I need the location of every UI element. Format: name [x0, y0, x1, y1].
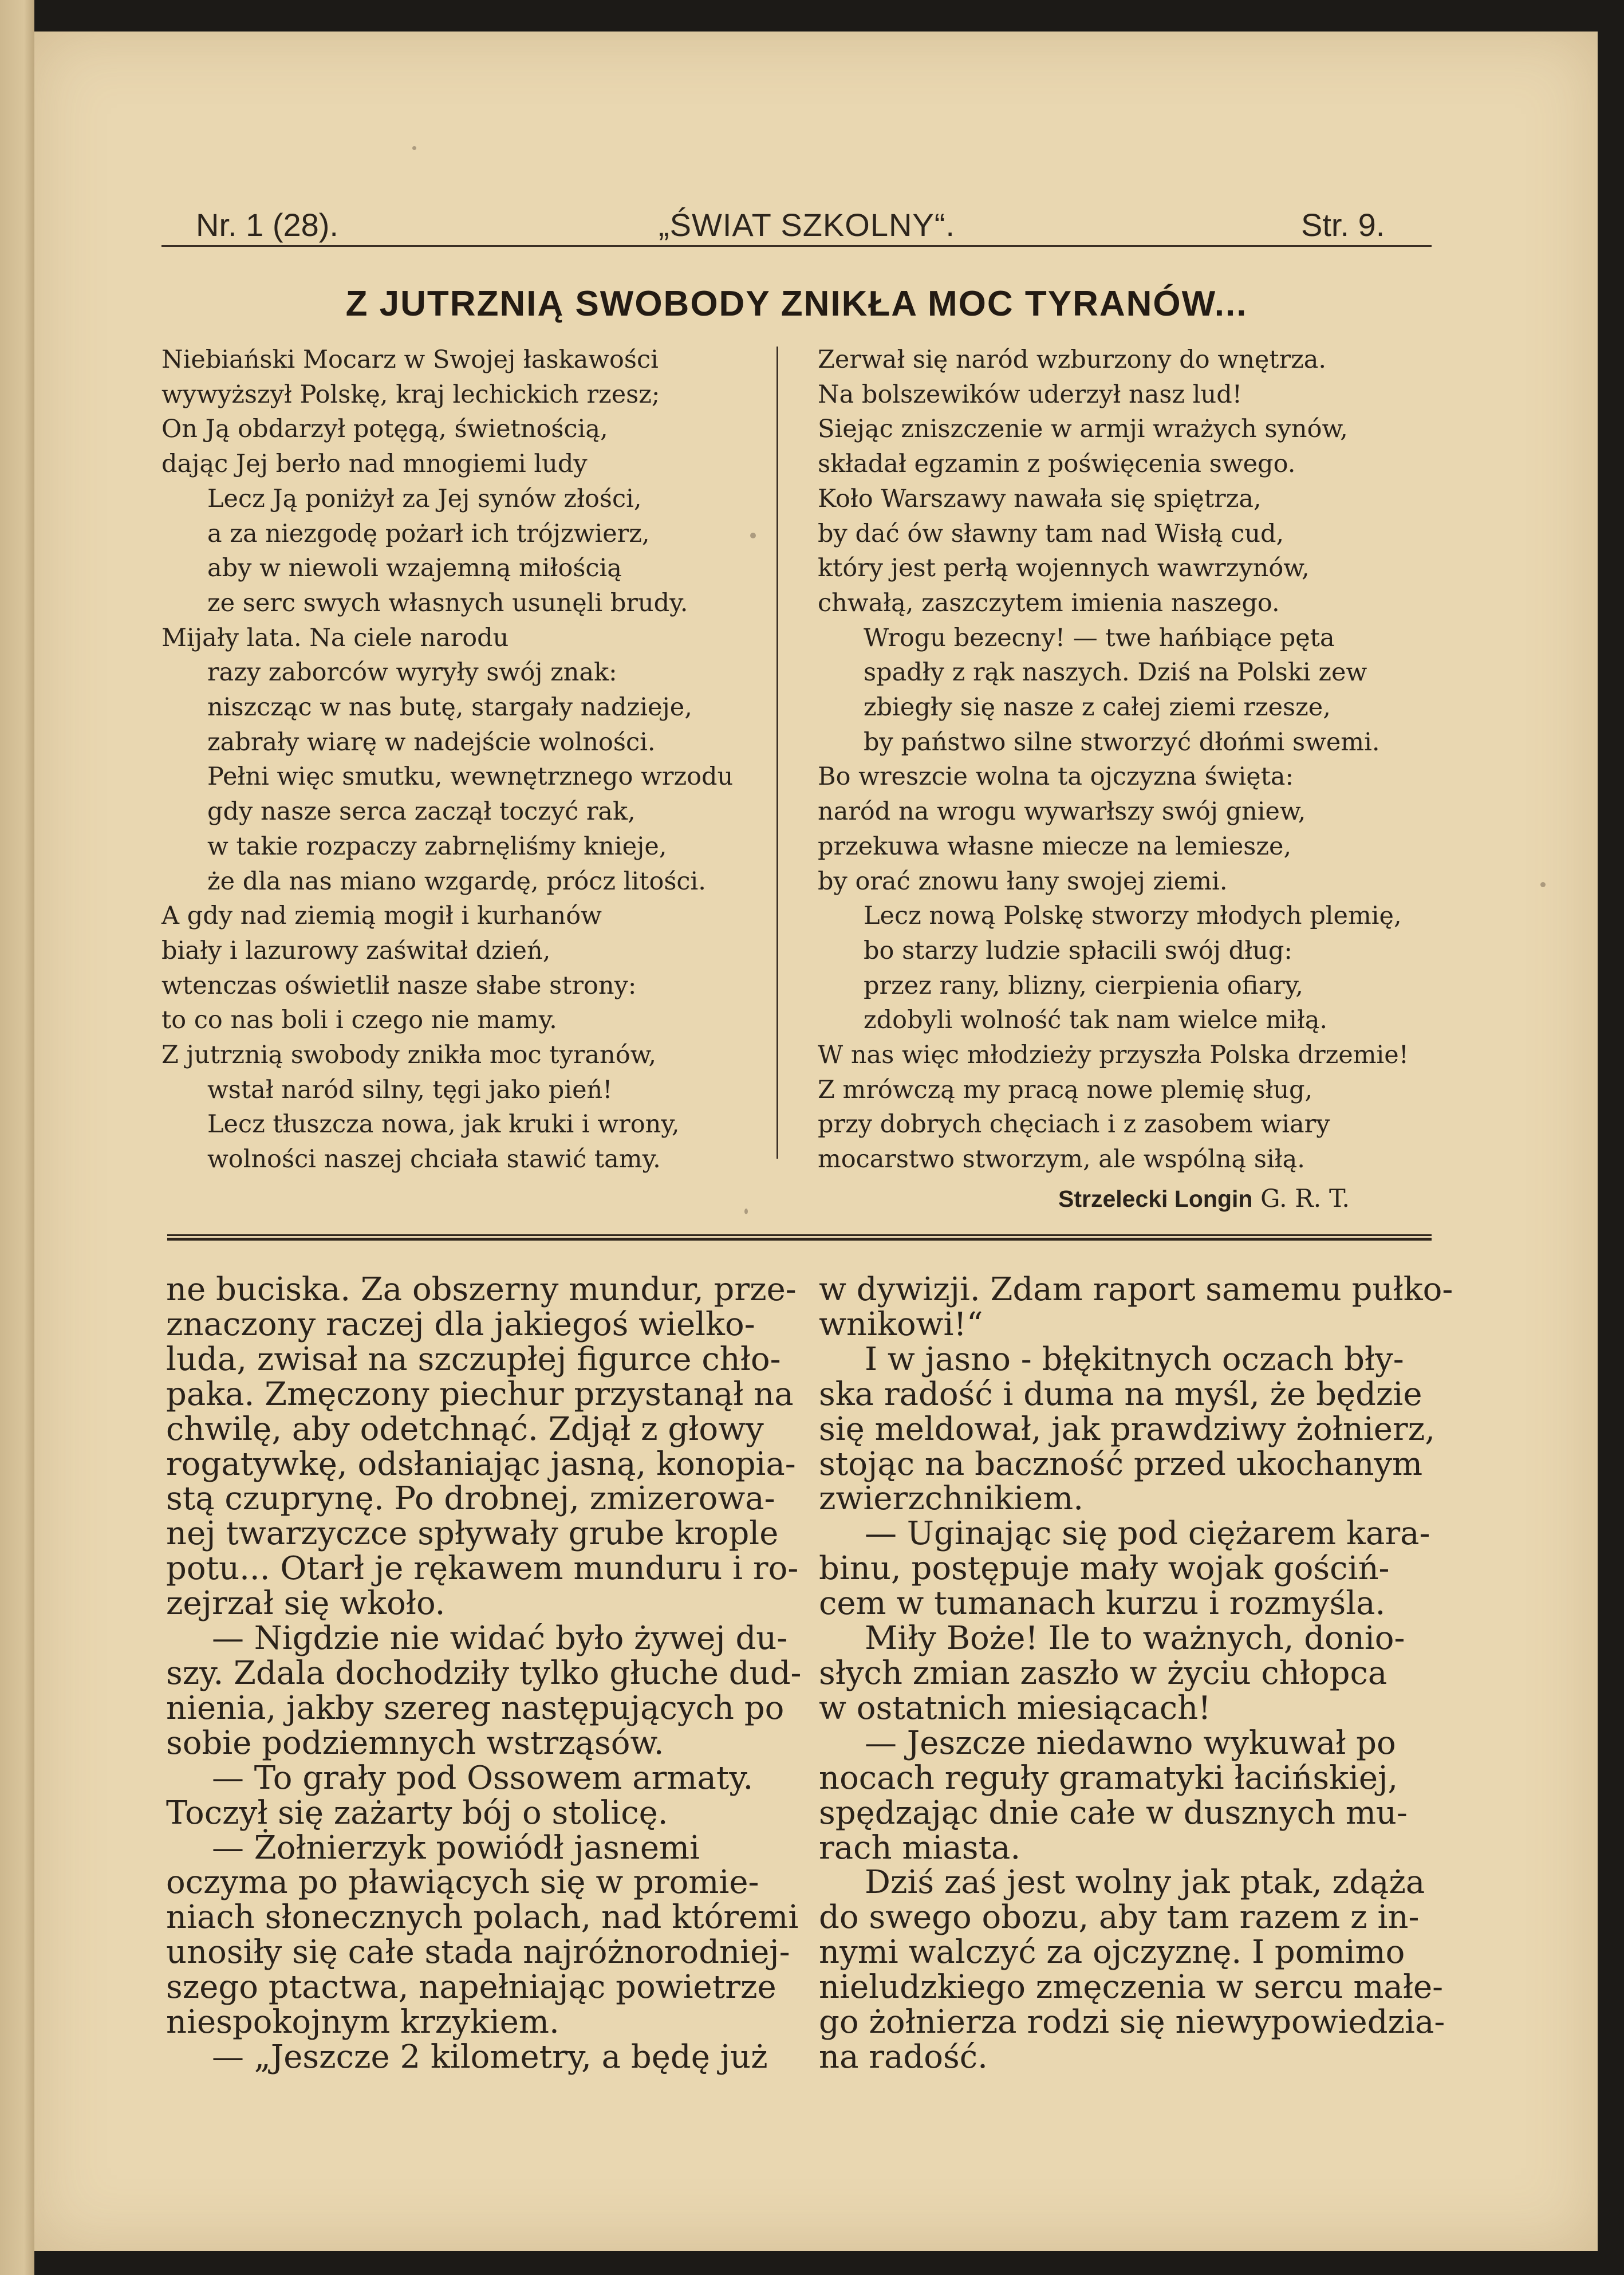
poem-line: biały i lazurowy zaświtał dzień, — [161, 936, 551, 965]
poem-line: przez rany, blizny, cierpienia ofiary, — [864, 971, 1303, 1000]
poem-line: Siejąc zniszczenie w armji wrażych synów, — [818, 415, 1348, 444]
poem-line: a za niezgodę pożarł ich trójzwierz, — [207, 519, 650, 548]
poem-line: Koło Warszawy nawała się spiętrza, — [818, 484, 1262, 513]
poem-line: spadły z rąk naszych. Dziś na Polski zew — [864, 658, 1367, 687]
poem-line: Zerwał się naród wzburzony do wnętrza. — [818, 345, 1327, 374]
story-line: nienia, jakby szereg następujących po — [166, 1689, 785, 1727]
story-line: — Uginając się pod ciężarem kara- — [865, 1515, 1430, 1553]
poem-line: bo starzy ludzie spłacili swój dług: — [864, 936, 1292, 965]
poem-line: składał egzamin z poświęcenia swego. — [818, 450, 1296, 479]
story-line: zwierzchnikiem. — [819, 1480, 1084, 1518]
story-line: unosiły się całe stada najróżnorodniej- — [166, 1934, 790, 1971]
story-line: binu, postępuje mały wojak gościń- — [819, 1550, 1390, 1588]
poem-line: dając Jej berło nad mnogiemi ludy — [161, 450, 588, 479]
poem-title: Z JUTRZNIĄ SWOBODY ZNIKŁA MOC TYRANÓW... — [345, 284, 1248, 324]
poem-line: by orać znowu łany swojej ziemi. — [818, 867, 1228, 896]
running-header — [161, 205, 1432, 247]
poem-line: w takie rozpaczy zabrnęliśmy knieje, — [207, 832, 667, 861]
poem-line: aby w niewoli wzajemną miłością — [207, 554, 622, 583]
poem-line: Bo wreszcie wolna ta ojczyzna święta: — [818, 762, 1294, 792]
poem-line: Z mrówczą my pracą nowe plemię sług, — [818, 1075, 1313, 1104]
story-column-right — [819, 1271, 1453, 2076]
story-line: niach słonecznych polach, nad któremi — [166, 1899, 799, 1936]
story-line: oczyma po pławiących się w promie- — [166, 1864, 759, 1902]
poem-line: przekuwa własne miecze na lemiesze, — [818, 832, 1292, 861]
poem-line: wolności naszej chciała stawić tamy. — [207, 1145, 661, 1174]
page-number: Str. 9. — [1301, 207, 1385, 243]
story-line: — „Jeszcze 2 kilometry, a będę już — [212, 2038, 768, 2076]
poem-line: to co nas boli i czego nie mamy. — [161, 1006, 557, 1035]
story-line: nieludzkiego zmęczenia w sercu małe- — [819, 1969, 1444, 2006]
story-line: sobie podziemnych wstrząsów. — [166, 1724, 664, 1762]
story-line: potu... Otarł je rękawem munduru i ro- — [166, 1550, 799, 1588]
poem-line: wtenczas oświetlił nasze słabe strony: — [161, 971, 637, 1000]
column-divider — [776, 347, 778, 1159]
poem-line: by dać ów sławny tam nad Wisłą cud, — [818, 519, 1284, 548]
story-line: wnikowi!“ — [819, 1305, 983, 1343]
story-line: — Jeszcze niedawno wykuwał po — [865, 1724, 1396, 1762]
poem-line: wywyższył Polskę, kraj lechickich rzesz; — [161, 380, 660, 409]
poem-line: On Ją obdarzył potęgą, świetnością, — [161, 415, 608, 444]
story-line: spędzając dnie całe w dusznych mu- — [819, 1794, 1408, 1832]
poem-line: Pełni więc smutku, wewnętrznego wrzodu — [207, 762, 734, 792]
journal-title: „ŚWIAT SZKOLNY“. — [659, 207, 955, 243]
story-line: cem w tumanach kurzu i rozmyśla. — [819, 1585, 1386, 1623]
author-name: Strzelecki Longin — [1058, 1186, 1253, 1212]
story-line: paka. Zmęczony piechur przystanął na — [166, 1375, 794, 1413]
story-column-left — [166, 1271, 802, 2076]
poem-line: który jest perłą wojennych wawrzynów, — [818, 554, 1310, 583]
story-line: szego ptactwa, napełniając powietrze — [166, 1969, 776, 2006]
story-line: — Żołnierzyk powiódł jasnemi — [212, 1829, 700, 1867]
poem-line: zbiegły się nasze z całej ziemi rzesze, — [864, 693, 1331, 722]
paper-speck — [1540, 882, 1546, 887]
poem-line: Lecz Ją poniżył za Jej synów złości, — [207, 484, 642, 513]
poem-line: Wrogu bezecny! — twe hańbiące pęta — [864, 623, 1335, 652]
story-line: w dywizji. Zdam raport samemu pułko- — [819, 1271, 1453, 1308]
poem-line: zabrały wiarę w nadejście wolności. — [207, 727, 656, 757]
poem-line: Lecz nową Polskę stworzy młodych plemię, — [864, 902, 1402, 931]
story-line: go żołnierza rodzi się niewypowiedzia- — [819, 2004, 1445, 2041]
story-line: rach miasta. — [819, 1829, 1021, 1867]
poem-signature — [1058, 1184, 1350, 1213]
author-suffix: G. R. T. — [1260, 1184, 1350, 1213]
poem-line: Niebiański Mocarz w Swojej łaskawości — [161, 345, 659, 374]
poem-line: zdobyli wolność tak nam wielce miłą. — [864, 1006, 1328, 1035]
poem-line: chwałą, zaszczytem imienia naszego. — [818, 588, 1280, 617]
poem-line: że dla nas miano wzgardę, prócz litości. — [207, 867, 706, 896]
poem-line: wstał naród silny, tęgi jako pień! — [207, 1075, 613, 1104]
poem-line: ze serc swych własnych usunęli brudy. — [207, 588, 688, 617]
issue-number: Nr. 1 (28). — [196, 207, 338, 243]
story-line: zejrzał się wkoło. — [166, 1585, 446, 1623]
story-line: chwilę, aby odetchnąć. Zdjął z głowy — [166, 1410, 764, 1448]
story-line: stojąc na baczność przed ukochanym — [819, 1445, 1423, 1483]
section-divider-thick — [167, 1238, 1432, 1241]
section-divider — [167, 1234, 1432, 1236]
story-line: do swego obozu, aby tam razem z in- — [819, 1899, 1420, 1936]
story-line: szy. Zdala dochodziły tylko głuche dud- — [166, 1654, 802, 1692]
poem-line: by państwo silne stworzyć dłońmi swemi. — [864, 727, 1380, 757]
story-line: stą czuprynę. Po drobnej, zmizerowa- — [166, 1480, 775, 1518]
story-line: nocach reguły gramatyki łacińskiej, — [819, 1759, 1398, 1797]
poem-line: W nas więc młodzieży przyszła Polska drzemie! — [818, 1041, 1409, 1070]
story-line: luda, zwisał na szczupłej figurce chło- — [166, 1340, 781, 1378]
story-line: się meldował, jak prawdziwy żołnierz, — [819, 1410, 1436, 1448]
poem-line: Z jutrznią swobody znikła moc tyranów, — [161, 1041, 657, 1070]
poem-line: przy dobrych chęciach i z zasobem wiary — [818, 1110, 1330, 1139]
poem-line: naród na wrogu wywarłszy swój gniew, — [818, 797, 1306, 826]
story-line: na radość. — [819, 2038, 988, 2076]
poem-column-left — [161, 343, 746, 1177]
story-line: niespokojnym krzykiem. — [166, 2004, 559, 2041]
poem-line: mocarstwo stworzym, ale wspólną siłą. — [818, 1145, 1305, 1174]
paper-speck — [750, 533, 756, 538]
poem-line: Lecz tłuszcza nowa, jak kruki i wrony, — [207, 1110, 680, 1139]
story-line: w ostatnich miesiącach! — [819, 1689, 1211, 1727]
poem-line: razy zaborców wyryły swój znak: — [207, 658, 617, 687]
story-line: znaczony raczej dla jakiegoś wielko- — [166, 1305, 755, 1343]
story-line: nej twarzyczce spływały grube krople — [166, 1515, 779, 1553]
poem-line: gdy nasze serca zaczął toczyć rak, — [207, 797, 636, 826]
poem-column-right — [818, 343, 1436, 1177]
story-line: Dziś zaś jest wolny jak ptak, zdąża — [865, 1864, 1425, 1902]
story-line: ne buciska. Za obszerny mundur, prze- — [166, 1271, 797, 1308]
story-line: Miły Boże! Ile to ważnych, donio- — [865, 1620, 1405, 1658]
poem-line: Mijały lata. Na ciele narodu — [161, 623, 509, 652]
story-line: nymi walczyć za ojczyznę. I pomimo — [819, 1934, 1405, 1971]
poem-line: niszcząc w nas butę, stargały nadzieje, — [207, 693, 692, 722]
story-line: ska radość i duma na myśl, że będzie — [819, 1375, 1422, 1413]
paper-speck — [412, 146, 416, 150]
poem-line: Na bolszewików uderzył nasz lud! — [818, 380, 1242, 409]
story-line: Toczył się zażarty bój o stolicę. — [166, 1794, 668, 1832]
story-line: — Nigdzie nie widać było żywej du- — [212, 1620, 788, 1658]
story-line: — To grały pod Ossowem armaty. — [212, 1759, 754, 1797]
story-line: rogatywkę, odsłaniając jasną, konopia- — [166, 1445, 796, 1483]
poem-line: A gdy nad ziemią mogił i kurhanów — [161, 902, 602, 931]
story-line: I w jasno - błękitnych oczach bły- — [865, 1340, 1404, 1378]
binding-spine — [0, 0, 34, 2275]
paper-speck — [744, 1209, 748, 1214]
story-line: słych zmian zaszło w życiu chłopca — [819, 1654, 1388, 1692]
